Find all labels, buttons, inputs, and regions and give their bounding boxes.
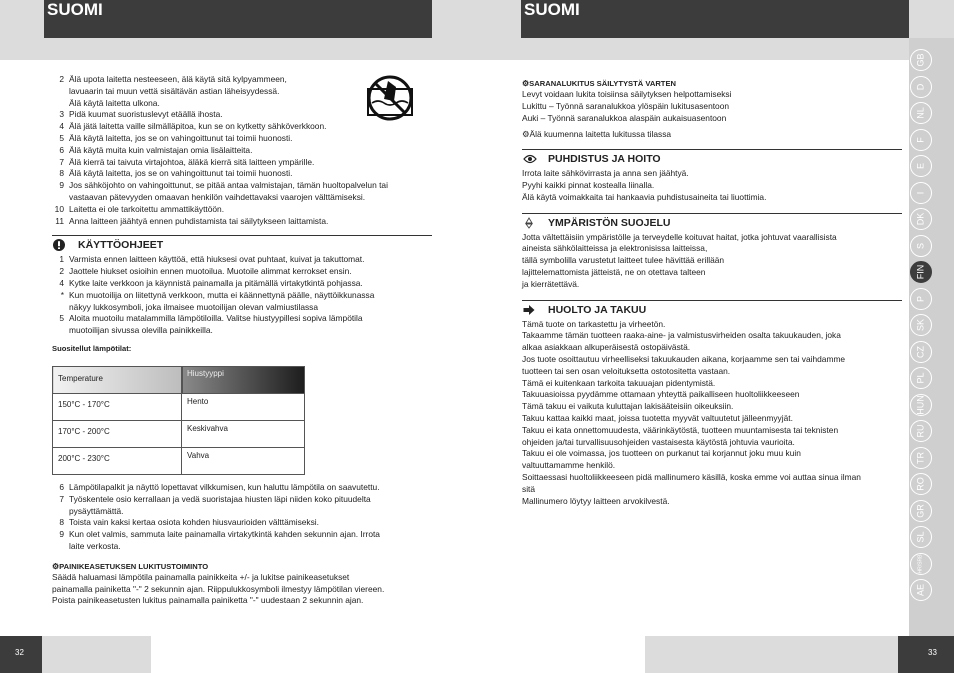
item-number: * — [60, 289, 64, 300]
item-text-line: Pidä kuumat suoristuslevyt etäällä ihosta. — [69, 109, 223, 120]
lock-function-text — [52, 572, 432, 607]
gear-icon: ⚙ — [522, 79, 530, 88]
hinge-text-line: Levyt voidaan lukita toisiinsa säilytyksen helpottamiseksi — [522, 89, 732, 99]
language-tab-label: E — [915, 162, 926, 170]
page-title-left: SUOMI — [44, 0, 432, 38]
usage-step — [52, 266, 432, 278]
language-tab-label: RO — [915, 477, 926, 491]
item-text-line: Kun muotoilija on liitettynä verkkoon, mutta ei käännettynä päälle, näyttöikkunassa — [69, 289, 375, 300]
item-text-line: näkyy lukkosymboli, joka ilmaisee muotoilijan olevan valmiustilassa — [69, 301, 319, 312]
language-tab-label: NL — [915, 107, 926, 119]
page-number-left: 32 — [0, 636, 42, 673]
item-text-line: Älä käytä laitetta ulkona. — [69, 97, 160, 108]
language-tab-hun[interactable] — [910, 394, 932, 416]
item-number: 1 — [59, 254, 64, 265]
safety-item — [52, 109, 432, 121]
warranty-text-line: Takuuasioissa pyydämme ottamaan yhteyttä paikalliseen huoltoliikkeeseen — [522, 389, 800, 400]
language-tab-s[interactable] — [910, 235, 932, 257]
warranty-text-line: Soittaessasi huoltoliikkeeseen pidä mallinumero käsillä, koska emme voi auttaa sinua ilman — [522, 471, 861, 482]
usage-steps-list — [52, 254, 432, 337]
lock-text-line: Poista painikeasetusten lukitus painamalla painiketta "-" uudestaan 2 sekunnin ajan. — [52, 595, 364, 606]
safety-item — [52, 121, 432, 133]
warranty-text-line: tuotteen tai sen osan veloituksetta ostotositetta vastaan. — [522, 365, 731, 376]
left-page-content — [52, 74, 432, 354]
recycle-icon — [523, 217, 535, 229]
usage-step — [52, 290, 432, 314]
warranty-text-line: Tämä takuu ei vaikuta kuluttajan lakisääteisiin oikeuksiin. — [522, 401, 734, 412]
page-title-right: SUOMI — [521, 0, 909, 38]
item-text-line: Älä kierrä tai taivuta virtajohtoa, äläkä kierrä sitä laitteen ympärille. — [69, 156, 315, 167]
language-tab-label: SK — [915, 318, 926, 332]
eye-icon — [523, 153, 537, 165]
environment-heading-text: YMPÄRISTÖN SUOJELU — [548, 216, 671, 229]
safety-item — [52, 74, 432, 109]
item-text-line: Kytke laite verkkoon ja käynnistä painamalla ja pitämällä virtakytkintä pohjassa. — [69, 277, 363, 288]
safety-item — [52, 180, 432, 204]
lock-text-line: painamalla painiketta "-" 2 sekunnin ajan. Riippulukkosymboli ilmestyy lämpötilan viereen. — [52, 583, 385, 594]
language-tab-label: I — [915, 191, 926, 194]
item-text-line: Työskentele osio kerrallaan ja vedä suoristajaa hiusten läpi niiden koko pituudelta — [69, 493, 371, 504]
language-tab-f[interactable] — [910, 129, 932, 151]
warranty-text — [522, 319, 902, 508]
table-cell-temperature: 200°C - 230°C — [53, 448, 182, 475]
item-text-line: Älä jätä laitetta vaille silmälläpitoa, kun se on kytketty sähköverkkoon. — [69, 121, 327, 132]
warranty-text-line: Mallinumero löytyy laitteen arvokilvestä. — [522, 495, 670, 506]
item-number: 5 — [59, 313, 64, 324]
language-tab-nl[interactable] — [910, 102, 932, 124]
hinge-note: ⚙Älä kuumenna laitetta lukitussa tilassa — [522, 129, 672, 140]
usage-step — [52, 529, 432, 553]
lock-function-heading: ⚙PAINIKEASETUKSEN LUKITUSTOIMINTO — [52, 561, 209, 571]
item-number: 2 — [59, 74, 64, 84]
gear-icon: ⚙ — [522, 129, 530, 140]
item-number: 2 — [59, 266, 64, 277]
page-number-right: 33 — [898, 636, 954, 673]
item-number: 5 — [59, 132, 64, 143]
language-tab-sk[interactable] — [910, 314, 932, 336]
language-tab-pl[interactable] — [910, 367, 932, 389]
item-text-line: Älä käytä laitetta, jos se on vahingoittunut tai toimii huonosti. — [69, 168, 293, 179]
item-text-line: Kun olet valmis, sammuta laite painamalla virtakytkintä kahden sekunnin ajan. Irrota — [69, 529, 380, 540]
language-tab-ae[interactable] — [910, 579, 932, 601]
warranty-text-line: Jos tuote osoittautuu virheelliseksi takuukauden aikana, korjaamme sen tai vaihdamme — [522, 353, 846, 364]
language-tab-hr-srb[interactable] — [910, 553, 932, 575]
item-text-line: Laitetta ei ole tarkoitettu ammattikäyttöön. — [69, 203, 225, 214]
warranty-text-line: Takaamme tämän tuotteen raaka-aine- ja valmistusvirheiden osalta takuukauden, joka — [522, 330, 841, 341]
language-tab-cz[interactable] — [910, 341, 932, 363]
safety-item — [52, 133, 432, 145]
item-text-line: Varmista ennen laitteen käyttöä, että hiuksesi ovat puhtaat, kuivat ja takuttomat. — [69, 254, 365, 265]
language-tab-label: TR — [915, 451, 926, 464]
environment-text-line: lajittelemattomista jätteistä, ne on otettava talteen — [522, 266, 706, 277]
table-header-temperature: Temperature — [53, 367, 182, 394]
usage-heading-text: KÄYTTÖOHJEET — [78, 239, 164, 252]
warranty-text-line: sitä — [522, 483, 536, 494]
item-number: 8 — [59, 517, 64, 528]
cleaning-heading-text: PUHDISTUS JA HOITO — [548, 153, 661, 166]
language-tab-label: D — [915, 83, 926, 90]
item-number: 3 — [59, 109, 64, 120]
table-cell-temperature: 150°C - 170°C — [53, 394, 182, 421]
language-tab-label: S — [915, 242, 926, 249]
language-tab-label: FIN — [915, 264, 926, 280]
warranty-text-line: alkaa asiakkaan alkuperäisestä ostopäivästä. — [522, 342, 691, 353]
language-tab-label: HR/SRB — [917, 554, 924, 573]
safety-item — [52, 168, 432, 180]
language-tab-e[interactable] — [910, 155, 932, 177]
warranty-text-line: Takuu ei kata onnettomuudesta, väärinkäytöstä, tuotteen muuntamisesta tai teknisten — [522, 424, 839, 435]
language-tab-label: RU — [915, 424, 926, 438]
safety-instructions-list — [52, 74, 432, 227]
language-tab-label: P — [915, 295, 926, 302]
right-page-content — [522, 78, 902, 507]
item-number: 10 — [54, 203, 64, 214]
warranty-text-line: ohjeiden ja/tai turvallisuusohjeiden vastaisesta käytöstä johtuvia vaurioita. — [522, 436, 795, 447]
gear-icon: ⚙ — [52, 561, 60, 571]
safety-item — [52, 204, 432, 216]
hinge-lock-heading: ⚙SARANALUKITUS SÄILYTYSTÄ VARTEN — [522, 79, 676, 88]
cleaning-text — [522, 168, 902, 203]
warranty-text-line: Takuu kattaa kaikki maat, joissa tuotetta myyvät valtuutetut jälleenmyyjät. — [522, 412, 793, 423]
language-tab-i[interactable] — [910, 182, 932, 204]
language-tab-label: CZ — [915, 345, 926, 358]
item-text-line: Lämpötilapalkit ja näyttö lopettavat vilkkumisen, kun haluttu lämpötila on saavutettu. — [69, 482, 380, 492]
item-number: 6 — [59, 144, 64, 155]
item-text-line: lavuaarin tai muun vettä sisältävän astian läheisyydessä. — [69, 85, 280, 96]
safety-item — [52, 145, 432, 157]
item-number: 4 — [59, 277, 64, 288]
item-text-line: Toista vain kaksi kertaa osiota kohden hiusvaurioiden välttämiseksi. — [69, 517, 319, 528]
cleaning-text-line: Älä käytä voimakkaita tai hankaavia puhdistusaineita tai liuottimia. — [522, 191, 767, 202]
language-tab-sl[interactable] — [910, 526, 932, 548]
hinge-lock-text — [522, 89, 902, 124]
table-cell-hairtype: Keskivahva — [182, 421, 305, 448]
item-text-line: Jaottele hiukset osioihin ennen muotoilua. Muotoile alimmat kerrokset ensin. — [69, 266, 352, 277]
environment-text-line: Jotta vältettäisiin ympäristölle ja terveydelle koituvat haitat, jotka johtuvat vaarallisista — [522, 231, 837, 242]
usage-step — [52, 254, 432, 266]
lock-text-line: Säädä haluamasi lämpötila painamalla painikkeita +/- ja lukitse painikeasetukset — [52, 571, 350, 582]
warranty-heading-text: HUOLTO JA TAKUU — [548, 303, 647, 316]
hinge-text-line: Auki – Työnnä saranalukkoa alaspäin aukaisuasentoon — [522, 112, 727, 123]
footer-band-right — [645, 636, 909, 673]
item-number: 9 — [59, 180, 64, 191]
usage-step — [52, 517, 432, 529]
warranty-text-line: Tämä tuote on tarkastettu ja virheetön. — [522, 318, 666, 329]
item-number: 7 — [59, 156, 64, 167]
language-tab-d[interactable] — [910, 76, 932, 98]
environment-text-line: ja kierrätettävä. — [522, 278, 580, 289]
environment-section-heading — [522, 213, 902, 232]
warranty-section-heading — [522, 300, 902, 319]
language-tab-fin[interactable] — [910, 261, 932, 283]
language-tab-ro[interactable] — [910, 473, 932, 495]
usage-step — [52, 278, 432, 290]
language-tab-label: SL — [915, 531, 926, 543]
usage-step — [52, 482, 432, 494]
warranty-text-line: valtuuttamamme henkilö. — [522, 460, 616, 471]
language-tab-label: PL — [915, 372, 926, 384]
language-tab-p[interactable] — [910, 288, 932, 310]
safety-item — [52, 216, 432, 228]
language-tab-label: F — [915, 136, 926, 143]
language-tab-ru[interactable] — [910, 420, 932, 442]
environment-text-line: aineista sähkölaitteissa ja elektronisissa laitteissa, — [522, 243, 708, 254]
cleaning-text-line: Pyyhi kaikki pinnat kostealla liinalla. — [522, 179, 655, 190]
item-number: 4 — [59, 121, 64, 132]
item-text-line: muotoilijan sivussa olevilla painikkeilla. — [69, 325, 213, 336]
language-tab-gb[interactable] — [910, 49, 932, 71]
environment-text-line: tällä symbolilla varustetut laitteet tulee hävittää erillään — [522, 255, 725, 266]
language-tab-label: GB — [915, 53, 926, 67]
table-header-row — [53, 367, 305, 394]
item-text-line: Älä käytä muita kuin valmistajan omia lisälaitteita. — [69, 144, 253, 155]
item-text-line: vastaavan pätevyyden omaavan henkilön vaihdettavaksi vaarojen välttämiseksi. — [69, 191, 366, 202]
language-tab-label: HUN — [915, 394, 926, 415]
item-text-line: pysäyttämättä. — [69, 505, 124, 516]
item-text-line: laite verkosta. — [69, 540, 121, 551]
item-number: 11 — [55, 215, 64, 226]
language-tab-label: AE — [915, 583, 926, 597]
cleaning-section-heading — [522, 149, 902, 168]
environment-text — [522, 232, 902, 291]
table-row — [53, 421, 305, 448]
temperature-table — [52, 366, 305, 475]
item-number: 8 — [59, 168, 64, 179]
language-tab-tr[interactable] — [910, 447, 932, 469]
item-text-line: Älä upota laitetta nesteeseen, älä käytä sitä kylpyammeen, — [69, 74, 287, 84]
usage-step — [52, 313, 432, 337]
item-number: 6 — [59, 482, 64, 492]
cleaning-text-line: Irrota laite sähkövirrasta ja anna sen jäähtyä. — [522, 168, 689, 179]
arrow-right-icon — [523, 304, 535, 316]
item-text-line: Älä käytä laitetta, jos se on vahingoittunut tai toimii huonosti. — [69, 132, 293, 143]
language-tab-label: DK — [915, 212, 926, 226]
table-header-hairtype: Hiustyyppi — [182, 367, 305, 394]
table-cell-temperature: 170°C - 200°C — [53, 421, 182, 448]
item-text-line: Anna laitteen jäähtyä ennen puhdistamista tai säilytykseen laittamista. — [69, 215, 329, 226]
table-row — [53, 448, 305, 475]
warranty-text-line: Takuu ei ole voimassa, jos tuotteen on purkanut tai korjannut joku muu kuin — [522, 448, 801, 459]
item-number: 7 — [59, 493, 64, 504]
usage-step — [52, 494, 432, 518]
recommended-temps-label: Suositellut lämpötilat: — [52, 343, 132, 353]
language-tab-gr[interactable] — [910, 500, 932, 522]
language-tab-dk[interactable] — [910, 208, 932, 230]
item-number: 9 — [59, 529, 64, 540]
table-cell-hairtype: Hento — [182, 394, 305, 421]
warranty-text-line: Tämä ei kuitenkaan tarkoita takuuajan pidentymistä. — [522, 377, 716, 388]
safety-item — [52, 157, 432, 169]
item-text-line: Aloita muotoilu matalammilla lämpötiloilla. Valitse hiustyypillesi sopiva lämpötila — [69, 313, 363, 324]
hinge-text-line: Lukittu – Työnnä saranalukkoa ylöspäin lukitusasentoon — [522, 100, 730, 111]
item-text-line: Jos sähköjohto on vahingoittunut, se pitää antaa valmistajan, tämän huoltopalvelun tai — [69, 180, 388, 191]
table-row — [53, 394, 305, 421]
usage-steps-after-list — [52, 482, 432, 553]
usage-section-heading — [52, 235, 432, 254]
table-cell-hairtype: Vahva — [182, 448, 305, 475]
exclamation-icon — [53, 239, 65, 251]
left-page-content-lower — [52, 482, 432, 607]
language-tab-label: GR — [915, 503, 926, 518]
